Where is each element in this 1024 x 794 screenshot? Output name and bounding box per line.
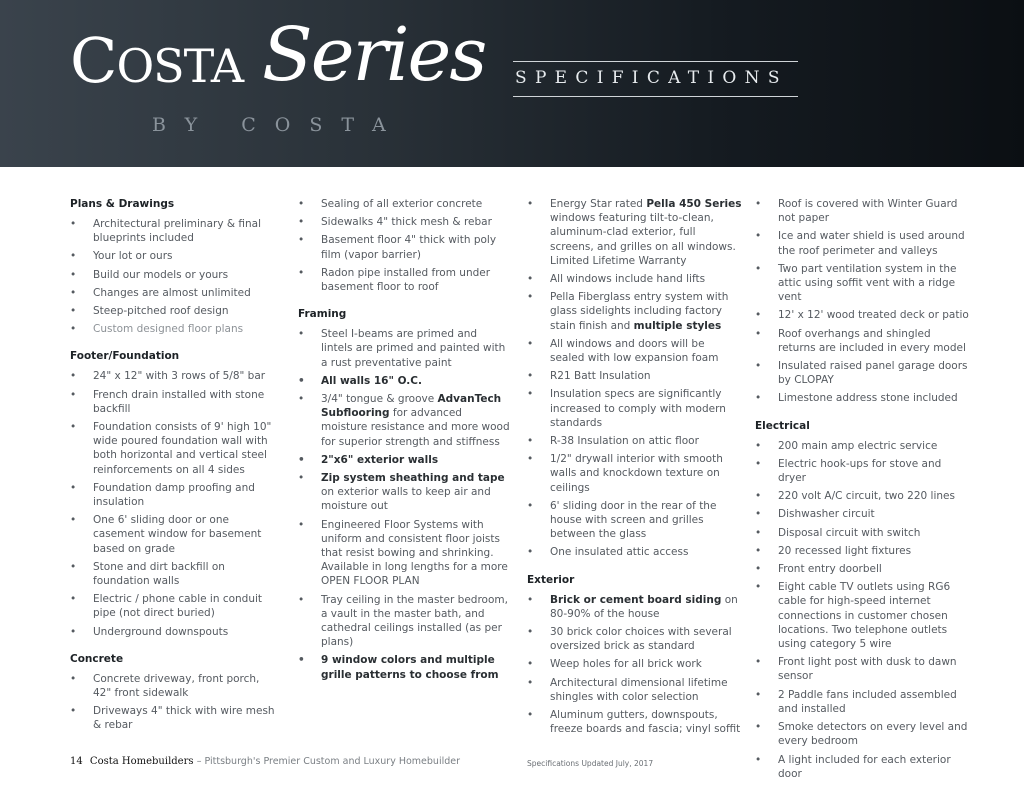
footer-tagline: – Pittsburgh's Premier Custom and Luxury Homebuilder bbox=[196, 756, 461, 767]
section-footer-foundation bbox=[70, 349, 280, 638]
heading-concrete: Concrete bbox=[70, 652, 124, 665]
logo-series: Series bbox=[262, 12, 486, 98]
list-item: • Pella Fiberglass entry system with glass sidelights including factory stain finish and multiple styles bbox=[527, 290, 742, 333]
page-number: 14 bbox=[70, 756, 83, 767]
heading-electrical: Electrical bbox=[755, 419, 810, 432]
list-item: • Ice and water shield is used around the roof perimeter and valleys bbox=[755, 229, 970, 257]
list-item: • Weep holes for all brick work bbox=[527, 657, 742, 671]
list-item: • 220 volt A/C circuit, two 220 lines bbox=[755, 489, 970, 503]
list-item: • 30 brick color choices with several oversized brick as standard bbox=[527, 625, 742, 653]
list-item: • All windows and doors will be sealed with low expansion foam bbox=[527, 337, 742, 365]
list-item: • 6' sliding door in the rear of the house with screen and grilles between the glass bbox=[527, 499, 742, 542]
list-item: • One insulated attic access bbox=[527, 545, 742, 559]
list-item: • Two part ventilation system in the attic using soffit vent with a ridge vent bbox=[755, 262, 970, 305]
list-exterior bbox=[527, 593, 742, 737]
list-item: • 200 main amp electric service bbox=[755, 439, 970, 453]
updated-note: Specifications Updated July, 2017 bbox=[527, 759, 654, 768]
list-item: • Engineered Floor Systems with uniform and consistent floor joists that resist bowing and shrinking. Available in long lengths for a more OPEN FLOOR PLAN bbox=[298, 518, 510, 589]
list-item: • Sealing of all exterior concrete bbox=[298, 197, 510, 211]
list-item: • Foundation damp proofing and insulation bbox=[70, 481, 280, 509]
list-item: • Insulation specs are significantly increased to comply with modern standards bbox=[527, 387, 742, 430]
list-item: • 9 window colors and multiple grille patterns to choose from bbox=[298, 653, 510, 681]
list-item: • R-38 Insulation on attic floor bbox=[527, 434, 742, 448]
list-item: • Architectural dimensional lifetime shingles with color selection bbox=[527, 676, 742, 704]
list-footer-foundation bbox=[70, 369, 280, 638]
list-item: • Roof overhangs and shingled returns are included in every model bbox=[755, 327, 970, 355]
list-item: • All windows include hand lifts bbox=[527, 272, 742, 286]
header-banner bbox=[0, 0, 1024, 167]
list-item: • Limestone address stone included bbox=[755, 391, 970, 405]
list-item: • French drain installed with stone backfill bbox=[70, 388, 280, 416]
title-rule-top bbox=[513, 61, 798, 62]
list-item: • 20 recessed light fixtures bbox=[755, 544, 970, 558]
list-item: • Basement floor 4" thick with poly film (vapor barrier) bbox=[298, 233, 510, 261]
list-item: • Dishwasher circuit bbox=[755, 507, 970, 521]
list-item: • 3/4" tongue & groove AdvanTech Subflooring for advanced moisture resistance and more wood for superior strength and stiffness bbox=[298, 392, 510, 449]
list-item: • Build our models or yours bbox=[70, 268, 280, 282]
section-concrete-continued bbox=[298, 197, 510, 294]
list-item: • Front light post with dusk to dawn sensor bbox=[755, 655, 970, 683]
section-roof bbox=[755, 197, 970, 406]
column-2 bbox=[298, 197, 510, 695]
section-exterior bbox=[527, 573, 742, 737]
list-item: • Tray ceiling in the master bedroom, a vault in the master bath, and cathedral ceilings installed (as per plans) bbox=[298, 593, 510, 650]
page-footer bbox=[70, 756, 460, 767]
footer-brand: Costa Homebuilders bbox=[89, 756, 194, 767]
list-item: • Brick or cement board siding on 80-90% of the house bbox=[527, 593, 742, 621]
list-item: • Front entry doorbell bbox=[755, 562, 970, 576]
list-plans bbox=[70, 217, 280, 336]
list-concrete-continued bbox=[298, 197, 510, 294]
heading-plans: Plans & Drawings bbox=[70, 198, 175, 210]
list-item: • Energy Star rated Pella 450 Series windows featuring tilt-to-clean, aluminum-clad exterior, full screens, and grilles on all windows. Limited Lifetime Warranty bbox=[527, 197, 742, 268]
list-item: • All walls 16" O.C. bbox=[298, 374, 510, 388]
list-item: • R21 Batt Insulation bbox=[527, 369, 742, 383]
heading-exterior: Exterior bbox=[527, 573, 575, 586]
page-title: SPECIFICATIONS bbox=[515, 68, 788, 88]
section-framing bbox=[298, 307, 510, 682]
list-item: • Electric / phone cable in conduit pipe (not direct buried) bbox=[70, 592, 280, 620]
section-concrete bbox=[70, 652, 280, 733]
section-electrical bbox=[755, 419, 970, 781]
logo-costa: COSTA bbox=[70, 24, 244, 97]
list-item: • Foundation consists of 9' high 10" wide poured foundation wall with both horizontal and vertical steel reinforcements on all 4 sides bbox=[70, 420, 280, 477]
list-item: • Driveways 4" thick with wire mesh & rebar bbox=[70, 704, 280, 732]
list-item: • 1/2" drywall interior with smooth walls and knockdown texture on ceilings bbox=[527, 452, 742, 495]
list-item: • Smoke detectors on every level and every bedroom bbox=[755, 720, 970, 748]
title-rule-bottom bbox=[513, 96, 798, 97]
list-item: • Architectural preliminary & final blueprints included bbox=[70, 217, 280, 245]
list-concrete bbox=[70, 672, 280, 733]
list-item: • Disposal circuit with switch bbox=[755, 526, 970, 540]
list-item: • Your lot or ours bbox=[70, 249, 280, 263]
list-item: • Electric hook-ups for stove and dryer bbox=[755, 457, 970, 485]
column-1 bbox=[70, 197, 280, 746]
list-item: • 24" x 12" with 3 rows of 5/8" bar bbox=[70, 369, 280, 383]
list-windows-insulation bbox=[527, 197, 742, 560]
list-item: • One 6' sliding door or one casement window for basement based on grade bbox=[70, 513, 280, 556]
list-item: • Aluminum gutters, downspouts, freeze boards and fascia; vinyl soffit bbox=[527, 708, 742, 736]
list-item: • 12' x 12' wood treated deck or patio bbox=[755, 308, 970, 322]
list-roof bbox=[755, 197, 970, 406]
column-3 bbox=[527, 197, 742, 750]
list-item: • 2 Paddle fans included assembled and installed bbox=[755, 688, 970, 716]
heading-footer-foundation: Footer/Foundation bbox=[70, 350, 180, 363]
list-item: • Changes are almost unlimited bbox=[70, 286, 280, 300]
logo-by-costa: BY COSTA bbox=[152, 114, 405, 136]
list-item: • Underground downspouts bbox=[70, 625, 280, 639]
section-windows-insulation bbox=[527, 197, 742, 560]
list-item: • Steel I-beams are primed and lintels are primed and painted with a rust preventative paint bbox=[298, 327, 510, 370]
list-item: • Concrete driveway, front porch, 42" front sidewalk bbox=[70, 672, 280, 700]
section-plans bbox=[70, 197, 280, 336]
list-item: • A light included for each exterior door bbox=[755, 753, 970, 781]
list-item: • Roof is covered with Winter Guard not paper bbox=[755, 197, 970, 225]
column-4 bbox=[755, 197, 970, 794]
list-item: • Sidewalks 4" thick mesh & rebar bbox=[298, 215, 510, 229]
list-electrical bbox=[755, 439, 970, 781]
list-item: • 2"x6" exterior walls bbox=[298, 453, 510, 467]
list-item: • Stone and dirt backfill on foundation walls bbox=[70, 560, 280, 588]
list-item: • Insulated raised panel garage doors by CLOPAY bbox=[755, 359, 970, 387]
list-item: • Eight cable TV outlets using RG6 cable for high-speed internet connections in customer chosen locations. Two telephone outlets using category 5 wire bbox=[755, 580, 970, 651]
list-item: • Custom designed floor plans bbox=[70, 322, 280, 336]
heading-framing: Framing bbox=[298, 308, 347, 321]
list-framing bbox=[298, 327, 510, 682]
list-item: • Zip system sheathing and tape on exterior walls to keep air and moisture out bbox=[298, 471, 510, 514]
list-item: • Radon pipe installed from under basement floor to roof bbox=[298, 266, 510, 294]
list-item: • Steep-pitched roof design bbox=[70, 304, 280, 318]
